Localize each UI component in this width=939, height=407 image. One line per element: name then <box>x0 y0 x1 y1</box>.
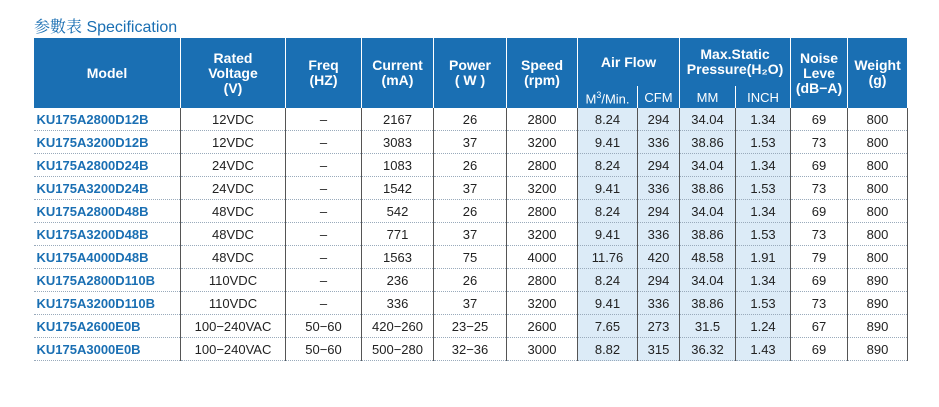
cell-speed: 4000 <box>507 246 578 269</box>
cell-weight: 800 <box>848 154 908 177</box>
cell-power: 75 <box>434 246 507 269</box>
cell-weight: 890 <box>848 315 908 338</box>
cell-freq: – <box>286 154 362 177</box>
cell-pressure-inch: 1.53 <box>736 177 791 200</box>
cell-model: KU175A2800D12B <box>34 108 181 131</box>
header-voltage: Rated Voltage (V) <box>181 38 286 108</box>
cell-model: KU175A2800D24B <box>34 154 181 177</box>
cell-pressure-inch: 1.24 <box>736 315 791 338</box>
cell-current: 771 <box>362 223 434 246</box>
cell-power: 26 <box>434 200 507 223</box>
cell-freq: – <box>286 131 362 154</box>
cell-freq: – <box>286 177 362 200</box>
table-body <box>34 108 908 361</box>
cell-airflow-cfm: 294 <box>638 154 680 177</box>
cell-current: 1083 <box>362 154 434 177</box>
cell-noise: 73 <box>791 131 848 154</box>
cell-model: KU175A3200D110B <box>34 292 181 315</box>
cell-noise: 69 <box>791 338 848 361</box>
cell-airflow-cfm: 294 <box>638 269 680 292</box>
cell-airflow-m3: 8.24 <box>578 108 638 131</box>
cell-power: 26 <box>434 269 507 292</box>
cell-pressure-inch: 1.43 <box>736 338 791 361</box>
table-row <box>34 200 908 223</box>
table-row <box>34 131 908 154</box>
cell-weight: 800 <box>848 108 908 131</box>
header-static-pressure: Max.Static Pressure(H₂O) <box>680 38 791 86</box>
cell-airflow-cfm: 294 <box>638 108 680 131</box>
cell-noise: 79 <box>791 246 848 269</box>
cell-pressure-inch: 1.53 <box>736 223 791 246</box>
cell-current: 2167 <box>362 108 434 131</box>
cell-power: 23−25 <box>434 315 507 338</box>
cell-voltage: 12VDC <box>181 131 286 154</box>
cell-airflow-m3: 9.41 <box>578 177 638 200</box>
spec-table <box>33 38 908 361</box>
cell-model: KU175A3000E0B <box>34 338 181 361</box>
cell-speed: 3200 <box>507 177 578 200</box>
cell-airflow-cfm: 336 <box>638 177 680 200</box>
header-speed: Speed (rpm) <box>507 38 578 108</box>
cell-airflow-cfm: 420 <box>638 246 680 269</box>
header-airflow: Air Flow <box>578 38 680 86</box>
cell-freq: – <box>286 292 362 315</box>
table-row <box>34 108 908 131</box>
cell-power: 37 <box>434 131 507 154</box>
cell-airflow-m3: 8.24 <box>578 200 638 223</box>
cell-pressure-inch: 1.53 <box>736 292 791 315</box>
header-power: Power ( W ) <box>434 38 507 108</box>
table-header <box>34 38 908 108</box>
cell-airflow-cfm: 294 <box>638 200 680 223</box>
header-model: Model <box>34 38 181 108</box>
cell-current: 420−260 <box>362 315 434 338</box>
cell-speed: 2800 <box>507 269 578 292</box>
cell-voltage: 100−240VAC <box>181 315 286 338</box>
cell-current: 542 <box>362 200 434 223</box>
cell-noise: 67 <box>791 315 848 338</box>
cell-speed: 2800 <box>507 154 578 177</box>
cell-speed: 2600 <box>507 315 578 338</box>
cell-pressure-mm: 34.04 <box>680 154 736 177</box>
cell-noise: 73 <box>791 177 848 200</box>
subheader-m3-min: $M^3$/Min. <box>578 86 638 108</box>
cell-freq: – <box>286 223 362 246</box>
cell-weight: 800 <box>848 131 908 154</box>
cell-pressure-mm: 34.04 <box>680 200 736 223</box>
cell-airflow-cfm: 273 <box>638 315 680 338</box>
cell-voltage: 12VDC <box>181 108 286 131</box>
cell-model: KU175A3200D24B <box>34 177 181 200</box>
cell-current: 1563 <box>362 246 434 269</box>
cell-weight: 890 <box>848 269 908 292</box>
cell-speed: 3000 <box>507 338 578 361</box>
page-title: 参數表 Specification <box>34 19 178 36</box>
table-row <box>34 177 908 200</box>
cell-airflow-cfm: 336 <box>638 131 680 154</box>
cell-pressure-mm: 31.5 <box>680 315 736 338</box>
cell-pressure-inch: 1.53 <box>736 131 791 154</box>
cell-voltage: 48VDC <box>181 223 286 246</box>
cell-airflow-cfm: 315 <box>638 338 680 361</box>
cell-pressure-mm: 34.04 <box>680 108 736 131</box>
cell-speed: 2800 <box>507 108 578 131</box>
table-row <box>34 338 908 361</box>
cell-model: KU175A3200D48B <box>34 223 181 246</box>
cell-voltage: 24VDC <box>181 154 286 177</box>
cell-power: 32−36 <box>434 338 507 361</box>
cell-pressure-mm: 36.32 <box>680 338 736 361</box>
cell-weight: 800 <box>848 200 908 223</box>
cell-voltage: 48VDC <box>181 200 286 223</box>
cell-freq: – <box>286 200 362 223</box>
cell-noise: 69 <box>791 108 848 131</box>
cell-pressure-inch: 1.34 <box>736 108 791 131</box>
table-row <box>34 223 908 246</box>
cell-freq: 50−60 <box>286 338 362 361</box>
cell-weight: 800 <box>848 246 908 269</box>
table-row <box>34 269 908 292</box>
cell-speed: 3200 <box>507 292 578 315</box>
header-weight: Weight (g) <box>848 38 908 108</box>
cell-pressure-mm: 38.86 <box>680 223 736 246</box>
cell-airflow-m3: 8.24 <box>578 269 638 292</box>
cell-noise: 73 <box>791 292 848 315</box>
cell-model: KU175A2600E0B <box>34 315 181 338</box>
cell-power: 37 <box>434 292 507 315</box>
table-row <box>34 315 908 338</box>
cell-speed: 2800 <box>507 200 578 223</box>
cell-airflow-m3: 9.41 <box>578 223 638 246</box>
cell-pressure-inch: 1.34 <box>736 154 791 177</box>
cell-current: 500−280 <box>362 338 434 361</box>
cell-model: KU175A4000D48B <box>34 246 181 269</box>
table-row <box>34 292 908 315</box>
table-row <box>34 154 908 177</box>
cell-airflow-m3: 8.82 <box>578 338 638 361</box>
cell-pressure-mm: 34.04 <box>680 269 736 292</box>
cell-pressure-inch: 1.34 <box>736 269 791 292</box>
cell-speed: 3200 <box>507 223 578 246</box>
cell-airflow-cfm: 336 <box>638 223 680 246</box>
cell-pressure-mm: 38.86 <box>680 177 736 200</box>
cell-speed: 3200 <box>507 131 578 154</box>
subheader-mm: MM <box>680 86 736 108</box>
cell-airflow-m3: 8.24 <box>578 154 638 177</box>
table-row <box>34 246 908 269</box>
cell-model: KU175A3200D12B <box>34 131 181 154</box>
subheader-cfm: CFM <box>638 86 680 108</box>
cell-airflow-m3: 7.65 <box>578 315 638 338</box>
cell-current: 1542 <box>362 177 434 200</box>
cell-weight: 800 <box>848 223 908 246</box>
cell-airflow-cfm: 336 <box>638 292 680 315</box>
cell-current: 3083 <box>362 131 434 154</box>
cell-weight: 890 <box>848 292 908 315</box>
header-freq: Freq (HZ) <box>286 38 362 108</box>
cell-pressure-mm: 38.86 <box>680 292 736 315</box>
cell-pressure-mm: 48.58 <box>680 246 736 269</box>
cell-model: KU175A2800D110B <box>34 269 181 292</box>
cell-voltage: 48VDC <box>181 246 286 269</box>
cell-noise: 69 <box>791 154 848 177</box>
cell-freq: – <box>286 246 362 269</box>
cell-power: 37 <box>434 223 507 246</box>
header-current: Current (mA) <box>362 38 434 108</box>
cell-airflow-m3: 9.41 <box>578 292 638 315</box>
subheader-inch: INCH <box>736 86 791 108</box>
cell-noise: 69 <box>791 269 848 292</box>
cell-model: KU175A2800D48B <box>34 200 181 223</box>
cell-power: 37 <box>434 177 507 200</box>
header-noise: Noise Leve (dB−A) <box>791 38 848 108</box>
cell-weight: 800 <box>848 177 908 200</box>
cell-voltage: 110VDC <box>181 269 286 292</box>
cell-current: 236 <box>362 269 434 292</box>
cell-voltage: 110VDC <box>181 292 286 315</box>
cell-weight: 890 <box>848 338 908 361</box>
cell-freq: – <box>286 108 362 131</box>
cell-power: 26 <box>434 154 507 177</box>
cell-airflow-m3: 9.41 <box>578 131 638 154</box>
cell-noise: 69 <box>791 200 848 223</box>
cell-voltage: 100−240VAC <box>181 338 286 361</box>
cell-freq: – <box>286 269 362 292</box>
cell-current: 336 <box>362 292 434 315</box>
cell-airflow-m3: 11.76 <box>578 246 638 269</box>
cell-noise: 73 <box>791 223 848 246</box>
cell-pressure-inch: 1.91 <box>736 246 791 269</box>
cell-pressure-inch: 1.34 <box>736 200 791 223</box>
cell-freq: 50−60 <box>286 315 362 338</box>
cell-pressure-mm: 38.86 <box>680 131 736 154</box>
cell-power: 26 <box>434 108 507 131</box>
cell-voltage: 24VDC <box>181 177 286 200</box>
